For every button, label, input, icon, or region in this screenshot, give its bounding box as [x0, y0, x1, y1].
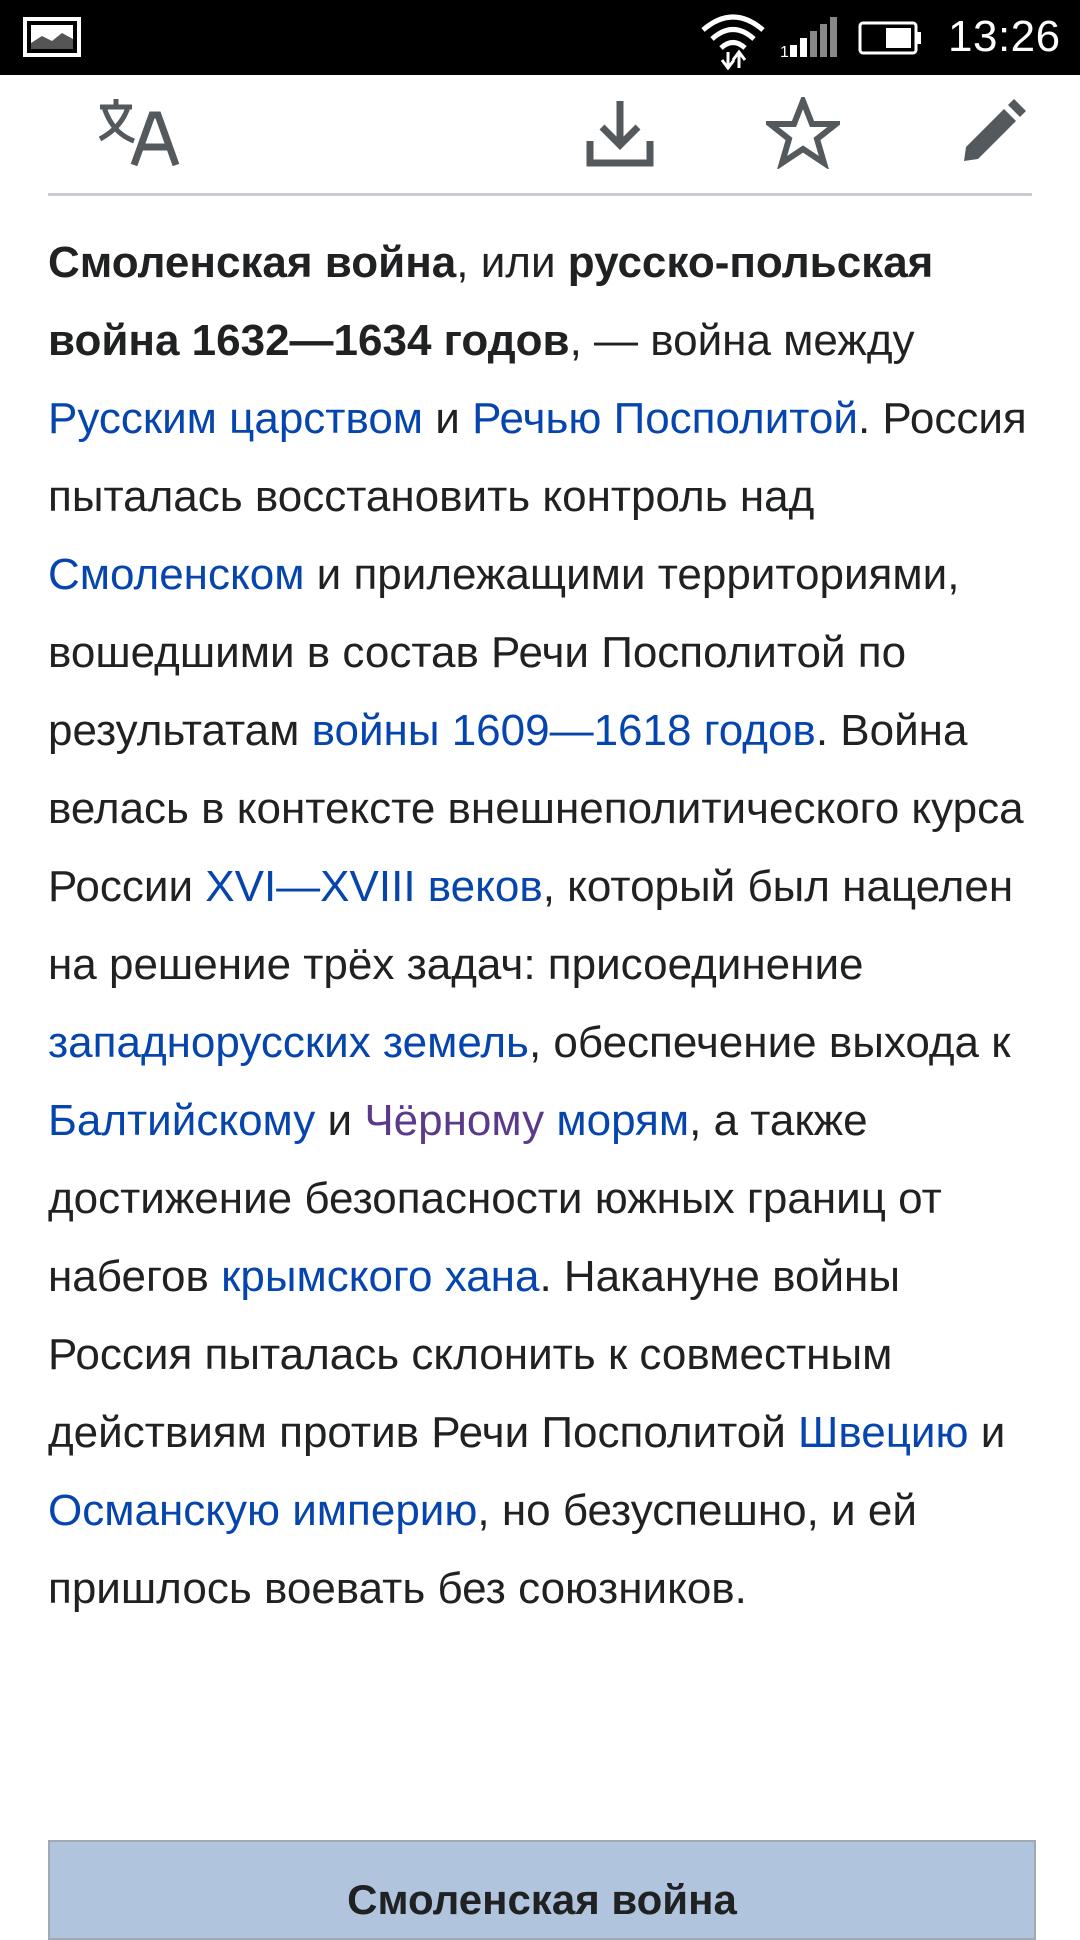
download-icon[interactable] [584, 97, 656, 173]
infobox-header [48, 1840, 1036, 1940]
link-western-russian-lands[interactable]: западнорусских земель [48, 1018, 529, 1067]
infobox-title: Смоленская война [347, 1876, 737, 1923]
article-title-bold: Смоленская война [48, 238, 457, 287]
link-ottoman-empire[interactable]: Османскую империю [48, 1486, 478, 1535]
link-seas[interactable]: морям [556, 1096, 690, 1145]
link-baltic[interactable]: Балтийскому [48, 1096, 316, 1145]
link-commonwealth[interactable]: Речью Посполитой [472, 394, 858, 443]
link-war-1609-1618[interactable]: войны 1609—1618 годов [311, 706, 816, 755]
gallery-icon [22, 16, 82, 62]
link-xvi-xviii-centuries[interactable]: XVI—XVIII веков [205, 862, 543, 911]
svg-text:1: 1 [780, 44, 789, 59]
text-run: . Накануне войны Россия пыталась склонить к совместным действиям против Речи Посполитой [48, 1252, 900, 1457]
battery-icon [858, 20, 924, 60]
signal-icon [780, 17, 840, 63]
link-crimean-khan[interactable]: крымского хана [221, 1252, 540, 1301]
link-sweden[interactable]: Швецию [798, 1408, 969, 1457]
status-time: 13:26 [948, 12, 1061, 61]
star-icon[interactable] [766, 97, 840, 173]
text-run: и [423, 394, 473, 443]
edit-icon[interactable] [956, 97, 1028, 173]
link-russian-tsardom[interactable]: Русским царством [48, 394, 424, 443]
text-run [544, 1096, 556, 1145]
toolbar-divider [48, 193, 1032, 196]
link-black-sea[interactable]: Чёрному [364, 1096, 545, 1145]
article-alt-title-bold: русско-польская война 1632—1634 годов [48, 238, 934, 365]
wifi-icon [698, 10, 768, 74]
page-actions-toolbar [0, 75, 1080, 195]
text-run: , а также достижение безопасности южных границ от набегов [48, 1096, 942, 1301]
text-run: и [315, 1096, 365, 1145]
text-run: , — война между [569, 316, 915, 365]
text-run: . Война велась в контексте внешнеполитического курса России [48, 706, 1024, 911]
text-run: , или [456, 238, 568, 287]
text-run: и прилежащими территориями, вошедшими в состав Речи Посполитой по результатам [48, 550, 960, 755]
language-icon[interactable] [96, 97, 182, 173]
text-run: , но безуспешно, и ей пришлось воевать без союзников. [48, 1486, 917, 1613]
text-run: . Россия пыталась восстановить контроль над [48, 394, 1027, 521]
status-bar [0, 0, 1080, 75]
text-run: и [968, 1408, 1006, 1457]
text-run: , обеспечение выхода к [528, 1018, 1011, 1067]
link-smolensk[interactable]: Смоленском [48, 550, 305, 599]
article-lead-paragraph [48, 224, 1038, 1628]
text-run: , который был нацелен на решение трёх задач: присоединение [48, 862, 1014, 989]
